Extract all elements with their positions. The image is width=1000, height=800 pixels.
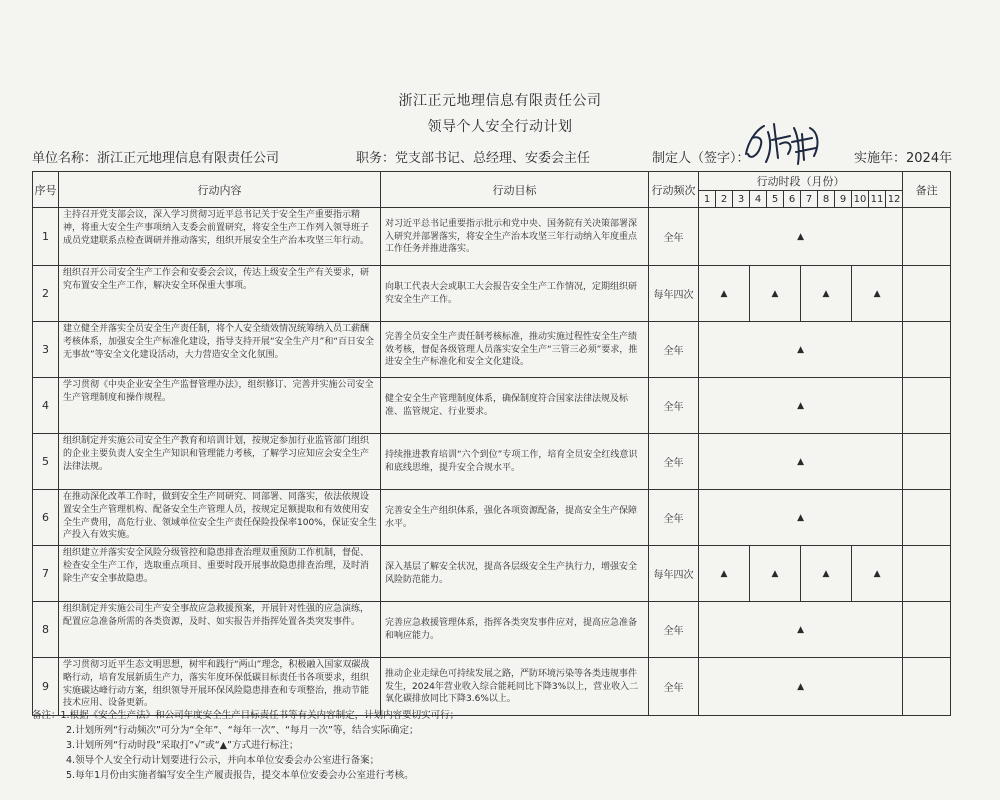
action-content: 建立健全并落实全员安全生产责任制，将个人安全绩效情况统筹纳入员工薪酬考核体系，加强安全生产标准化建设，指导支持开展“安全生产月”和“百日安全无事故”等安全文化建设活动，大力营造安全文化氛围。 xyxy=(59,322,381,378)
month-header: 8 xyxy=(818,191,835,208)
action-content: 学习贯彻《中央企业安全生产监督管理办法》，组织修订、完善并实施公司安全生产管理制度和操作规程。 xyxy=(59,378,381,434)
action-frequency: 全年 xyxy=(649,658,699,716)
action-goal: 持续推进教育培训“六个到位”专项工作，培育全员安全红线意识和底线思维，提升安全合规水平。 xyxy=(381,434,649,490)
row-number: 2 xyxy=(33,266,59,322)
note-item: 4.领导个人安全行动计划要进行公示，并向本单位安委会办公室进行备案； xyxy=(66,755,380,766)
row-number: 8 xyxy=(33,602,59,658)
row-number: 9 xyxy=(33,658,59,716)
remark-cell xyxy=(903,322,951,378)
notes-section xyxy=(32,708,972,783)
action-goal: 完善全员安全生产责任制考核标准，推动实施过程性安全生产绩效考核，督促各级管理人员落实安全生产“三管三必须”要求，推进安全生产标准化和安全文化建设。 xyxy=(381,322,649,378)
header-remark: 备注 xyxy=(903,172,951,208)
action-plan-table xyxy=(32,171,951,716)
action-frequency: 每年四次 xyxy=(649,266,699,322)
remark-cell xyxy=(903,378,951,434)
action-content: 组织制定并实施公司生产安全事故应急救援预案，开展针对性强的应急演练，配置应急准备所需的各类资源，及时、如实报告并指挥处置各类突发事件。 xyxy=(59,602,381,658)
action-goal: 完善安全生产组织体系，强化各项资源配备，提高安全生产保障水平。 xyxy=(381,490,649,546)
action-goal: 深入基层了解安全状况，提高各层级安全生产执行力，增强安全风险防范能力。 xyxy=(381,546,649,602)
table-row xyxy=(33,490,951,546)
remark-cell xyxy=(903,658,951,716)
note-item: 3.计划所列“行动时段”采取打“√”或“▲”方式进行标注； xyxy=(66,740,299,751)
action-frequency: 每年四次 xyxy=(649,546,699,602)
action-frequency: 全年 xyxy=(649,378,699,434)
unit-name: 单位名称：浙江正元地理信息有限责任公司 xyxy=(32,151,280,166)
period-mark: ▲ xyxy=(699,208,903,266)
action-content: 主持召开党支部会议，深入学习贯彻习近平总书记关于安全生产重要指示精神，将重大安全生产事项纳入支委会前置研究，将安全生产工作列入领导班子成员党建联系点检查调研并推动落实，组织开展安全生产治本攻坚三年行动。 xyxy=(59,208,381,266)
notes-label: 备注： xyxy=(32,710,61,721)
action-goal: 对习近平总书记重要指示批示和党中央、国务院有关决策部署深入研究并部署落实，将安全生产治本攻坚三年行动纳入年度重点工作任务并推进落实。 xyxy=(381,208,649,266)
remark-cell xyxy=(903,434,951,490)
maker-signature-label: 制定人（签字）： xyxy=(652,151,750,166)
header-seq: 序号 xyxy=(33,172,59,208)
action-content: 组织制定并实施公司安全生产教育和培训计划，按规定参加行业监管部门组织的企业主要负责人安全生产知识和管理能力考核，了解学习应知应会安全生产法律法规。 xyxy=(59,434,381,490)
month-header: 5 xyxy=(767,191,784,208)
header-period: 行动时段（月份） xyxy=(699,172,903,191)
period-mark: ▲ xyxy=(699,378,903,434)
row-number: 1 xyxy=(33,208,59,266)
header-frequency: 行动频次 xyxy=(649,172,699,208)
note-item: 5.每年1月份由实施者编写安全生产履责报告，提交本单位安委会办公室进行考核。 xyxy=(66,770,414,781)
note-item xyxy=(32,708,972,723)
period-mark: ▲ xyxy=(699,602,903,658)
row-number: 3 xyxy=(33,322,59,378)
action-frequency: 全年 xyxy=(649,602,699,658)
remark-cell xyxy=(903,602,951,658)
remark-cell xyxy=(903,266,951,322)
month-header: 6 xyxy=(784,191,801,208)
action-frequency: 全年 xyxy=(649,490,699,546)
period-mark: ▲ xyxy=(699,490,903,546)
period-mark: ▲ xyxy=(801,546,852,602)
remark-cell xyxy=(903,490,951,546)
action-content: 在推动深化改革工作时，做到安全生产同研究、同部署、同落实，依法依规设置安全生产管理机构、配备安全生产管理人员，按规定足额提取和有效使用安全生产费用，高危行业、领域单位安全生产责任保险投保率100%，保证安全生产投入有效实施。 xyxy=(59,490,381,546)
period-mark: ▲ xyxy=(699,266,750,322)
action-content: 组织召开公司安全生产工作会和安委会会议，传达上级安全生产有关要求，研究布置安全生产工作，解决安全环保重大事项。 xyxy=(59,266,381,322)
period-mark: ▲ xyxy=(699,658,903,716)
row-number: 7 xyxy=(33,546,59,602)
action-frequency: 全年 xyxy=(649,208,699,266)
document-title: 领导个人安全行动计划 xyxy=(427,119,573,135)
action-goal: 完善应急救援管理体系，指挥各类突发事件应对，提高应急准备和响应能力。 xyxy=(381,602,649,658)
table-row xyxy=(33,322,951,378)
table-row xyxy=(33,378,951,434)
note-text: 1.根据《安全生产法》和公司年度安全生产目标责任书等有关内容制定，计划内容要切实可行； xyxy=(60,710,460,721)
note-item: 2.计划所列“行动频次”可分为“全年”、“每年一次”、“每月一次”等，结合实际确定； xyxy=(66,725,419,736)
handwritten-signature xyxy=(738,114,838,170)
period-mark: ▲ xyxy=(699,546,750,602)
period-mark: ▲ xyxy=(852,546,903,602)
action-content: 组织建立并落实安全风险分级管控和隐患排查治理双重预防工作机制，督促、检查安全生产工作，选取重点项目、重要时段开展事故隐患排查治理，及时消除生产安全事故隐患。 xyxy=(59,546,381,602)
month-header: 12 xyxy=(886,191,903,208)
table-row xyxy=(33,434,951,490)
table-row xyxy=(33,602,951,658)
month-header: 7 xyxy=(801,191,818,208)
remark-cell xyxy=(903,208,951,266)
month-header: 1 xyxy=(699,191,716,208)
month-header: 9 xyxy=(835,191,852,208)
month-header: 4 xyxy=(750,191,767,208)
action-goal: 推动企业走绿色可持续发展之路，严防环境污染等各类违规事件发生，2024年营业收入综合能耗同比下降3%以上，营业收入二氧化碳排放同比下降3.6%以上。 xyxy=(381,658,649,716)
month-header: 2 xyxy=(716,191,733,208)
period-mark: ▲ xyxy=(750,266,801,322)
row-number: 5 xyxy=(33,434,59,490)
month-header: 3 xyxy=(733,191,750,208)
table-row xyxy=(33,658,951,716)
period-mark: ▲ xyxy=(699,322,903,378)
period-mark: ▲ xyxy=(801,266,852,322)
row-number: 6 xyxy=(33,490,59,546)
period-mark: ▲ xyxy=(852,266,903,322)
period-mark: ▲ xyxy=(699,434,903,490)
remark-cell xyxy=(903,546,951,602)
table-row xyxy=(33,546,951,602)
table-row xyxy=(33,208,951,266)
action-frequency: 全年 xyxy=(649,322,699,378)
header-goal: 行动目标 xyxy=(381,172,649,208)
table-row xyxy=(33,266,951,322)
position-title: 职务：党支部书记、总经理、安委会主任 xyxy=(356,151,591,166)
action-goal: 健全安全生产管理制度体系，确保制度符合国家法律法规及标准、监管规定、行业要求。 xyxy=(381,378,649,434)
action-frequency: 全年 xyxy=(649,434,699,490)
header-content: 行动内容 xyxy=(59,172,381,208)
company-title: 浙江正元地理信息有限责任公司 xyxy=(398,93,602,109)
action-goal: 向职工代表大会或职工大会报告安全生产工作情况，定期组织研究安全生产工作。 xyxy=(381,266,649,322)
row-number: 4 xyxy=(33,378,59,434)
month-header: 10 xyxy=(852,191,869,208)
implementation-year: 实施年：2024年 xyxy=(854,151,953,166)
action-content: 学习贯彻习近平生态文明思想，树牢和践行“两山”理念，积极融入国家双碳战略行动，培育发展新质生产力，落实年度环保低碳目标责任书各项要求，组织实施碳达峰行动方案，组织领导开展环保风险隐患排查和专项整治，推动节能技术应用、设备更新。 xyxy=(59,658,381,716)
month-header: 11 xyxy=(869,191,886,208)
period-mark: ▲ xyxy=(750,546,801,602)
